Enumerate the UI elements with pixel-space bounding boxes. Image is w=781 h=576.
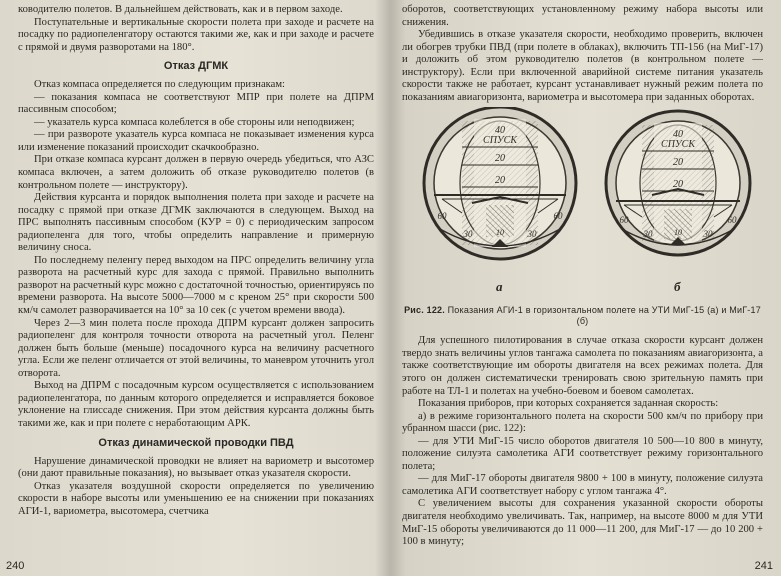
gauge-a-left-60: 60 (437, 211, 447, 222)
gauge-b-left-30: 30 (643, 229, 653, 240)
paragraph: Для успешного пилотирования в случае отказа скорости курсант должен твердо знать величины углов тангажа самолета по показаниям авиагоризонта, а также соответствующие им обороты двигателя на всех режимах полета. Для этого он должен систематически тренировать свою зрительную память при работе на ТЛ-1 и полетах на учебно-боевом и боевом самолетах. (402, 335, 763, 397)
paragraph: оборотов, соответствующих установленному режиму набора высоты или снижения. (402, 4, 763, 28)
paragraph: Выход на ДПРМ с посадочным курсом осуществляется с использованием радиопеленгатора, по данным которого определяется и исправляется боковое уклонение на глиссаде снижения. При этом действия курсанта должны быть такими же, как и при полете с неработающим АРК. (18, 380, 374, 429)
paragraph: При отказе компаса курсант должен в первую очередь убедиться, что АЗС компаса включен, а затем доложить об отказе руководителю полетов (в контрольном полете — инструктору). (18, 154, 374, 191)
gauge-b-right-30: 30 (703, 229, 713, 240)
paragraph: Поступательные и вертикальные скорости полета при заходе и расчете на посадку по радиопеленгатору остаются такими же, как и при заходе и расчете с прямой и двумя разворотами на 180°. (18, 16, 374, 53)
gauge-b-top-40: 40 (673, 129, 683, 141)
paragraph: — для УТИ МиГ-15 число оборотов двигателя 10 500—10 800 в минуту, положение силуэта самолетика АГИ соответствует режиму горизонтального полета; (402, 435, 763, 472)
figure-122 (402, 107, 763, 303)
section-heading: Отказ динамической проводки ПВД (98, 436, 294, 449)
gauge-a-right-30: 30 (527, 229, 537, 240)
gauge-b-left-60: 60 (619, 215, 629, 226)
gauge-a-top-40: 40 (495, 125, 505, 137)
paragraph: По последнему пеленгу перед выходом на ПРС определить величину угла разворота на расчетный курс для захода с прямой. Правильно выполнить разворот на расчетный курс можно с достаточной точностью, ориентируясь по времени разворота. На высоте 5000—7000 м с креном 25° при скорости 500 км/ч самолет разворачивается на 10° за 10 сек (с учетом времени ввода). (18, 254, 374, 317)
attitude-indicators-illustration (402, 107, 763, 303)
gauge-b (606, 111, 750, 255)
gauge-a-bottom-10: 10 (496, 228, 504, 238)
left-page (0, 0, 388, 576)
paragraph: а) в режиме горизонтального полета на скорости 500 км/ч по прибору при убранном шасси (рис. 122): (402, 410, 763, 435)
paragraph: — при развороте указатель курса компаса не показывает изменения курса или изменение показаний происходит скачкообразно. (18, 129, 374, 153)
paragraph: Нарушение динамической проводки не влияет на вариометр и высотомер (они дают правильные показания), но вызывает отказ указателя скорости. (18, 455, 374, 480)
figure-label-b: б (674, 279, 681, 295)
gauge-b-top-20: 20 (673, 157, 683, 169)
gauge-b-bottom-10: 10 (674, 228, 682, 238)
gauge-a-top-20: 20 (495, 153, 505, 165)
gauge-a (424, 107, 576, 259)
gauge-b-spusk: СПУСК (661, 139, 695, 151)
caption-text: Показания АГИ-1 в горизонтальном полете на УТИ МиГ-15 (а) и МиГ-17 (б) (447, 305, 761, 327)
gauge-a-spusk: СПУСК (483, 135, 517, 147)
paragraph: Показания приборов, при которых сохраняется заданная скорость: (418, 398, 719, 410)
paragraph: — указатель курса компаса колеблется в обе стороны или неподвижен; (34, 116, 355, 128)
section-heading: Отказ ДГМК (163, 60, 229, 73)
figure-label-a: а (496, 279, 503, 295)
page-number: 240 (6, 560, 25, 572)
paragraph: Убедившись в отказе указателя скорости, необходимо проверить, включен ли обогрев трубки ПВД (при полете в облаках), включить ТП-156 (на МиГ-17) и доложить об этом руководителю полетов (в контрольном полете — инструктору). Если при включенной аварийной системе питания указатель скорости также не работает, курсант устанавливает нужный режим полета по показаниям авиагоризонта, вариометра и высотомера при заданных оборотах. (402, 29, 763, 103)
caption-number: Рис. 122. (404, 305, 445, 316)
paragraph: — для МиГ-17 обороты двигателя 9800 + 100 в минуту, положение силуэта самолетика АГИ соответствует набору с углом тангажа 4°. (402, 473, 763, 497)
page-number: 241 (754, 560, 773, 572)
paragraph: Действия курсанта и порядок выполнения полета при заходе и расчете на посадку с прямой при отказе ДГМК заключаются в следующем. Выход на ПРС выполнять пассивным способом (КУР = 0) с периодическим запросом радиопеленга для того, чтобы определить направление и примерную величину сноса. (18, 192, 374, 254)
paragraph: — показания компаса не соответствуют МПР при полете на ДПРМ пассивным способом; (18, 91, 374, 116)
paragraph: ководителю полетов. В дальнейшем действовать, как и в первом заходе. (18, 4, 343, 15)
gauge-a-bottom-20: 20 (495, 175, 505, 187)
paragraph: Через 2—3 мин полета после прохода ДПРМ курсант должен запросить радиопеленг для контроля точности отворота на расчетный угол. Пеленг должен быть больше (меньше) посадочного курса на величину расчетного угла. Если же пеленг отличается от этой величины, то маневром уточнить угол отворота. (18, 317, 374, 379)
paragraph: Отказ компаса определяется по следующим признакам: (34, 79, 285, 91)
figure-caption (402, 305, 763, 327)
gauge-b-right-60: 60 (727, 215, 737, 226)
gauge-b-bottom-20: 20 (673, 179, 683, 191)
gauge-a-left-30: 30 (463, 229, 473, 240)
right-page (388, 0, 781, 576)
paragraph: Отказ указателя воздушной скорости определяется по увеличению скорости в наборе высоты или уменьшению ее на снижении при показаниях АГИ-1, вариометра, высотомера, счетчика (18, 480, 374, 517)
gauge-a-right-60: 60 (553, 211, 563, 222)
paragraph: С увеличением высоты для сохранения указанной скорости обороты двигателя необходимо увеличивать. Так, например, на высоте 8000 м для УТИ МиГ-15 обороты увеличиваются до 11 000—11 200, для МиГ-17 — до 10 200 + 100 в минуту; (402, 498, 763, 548)
